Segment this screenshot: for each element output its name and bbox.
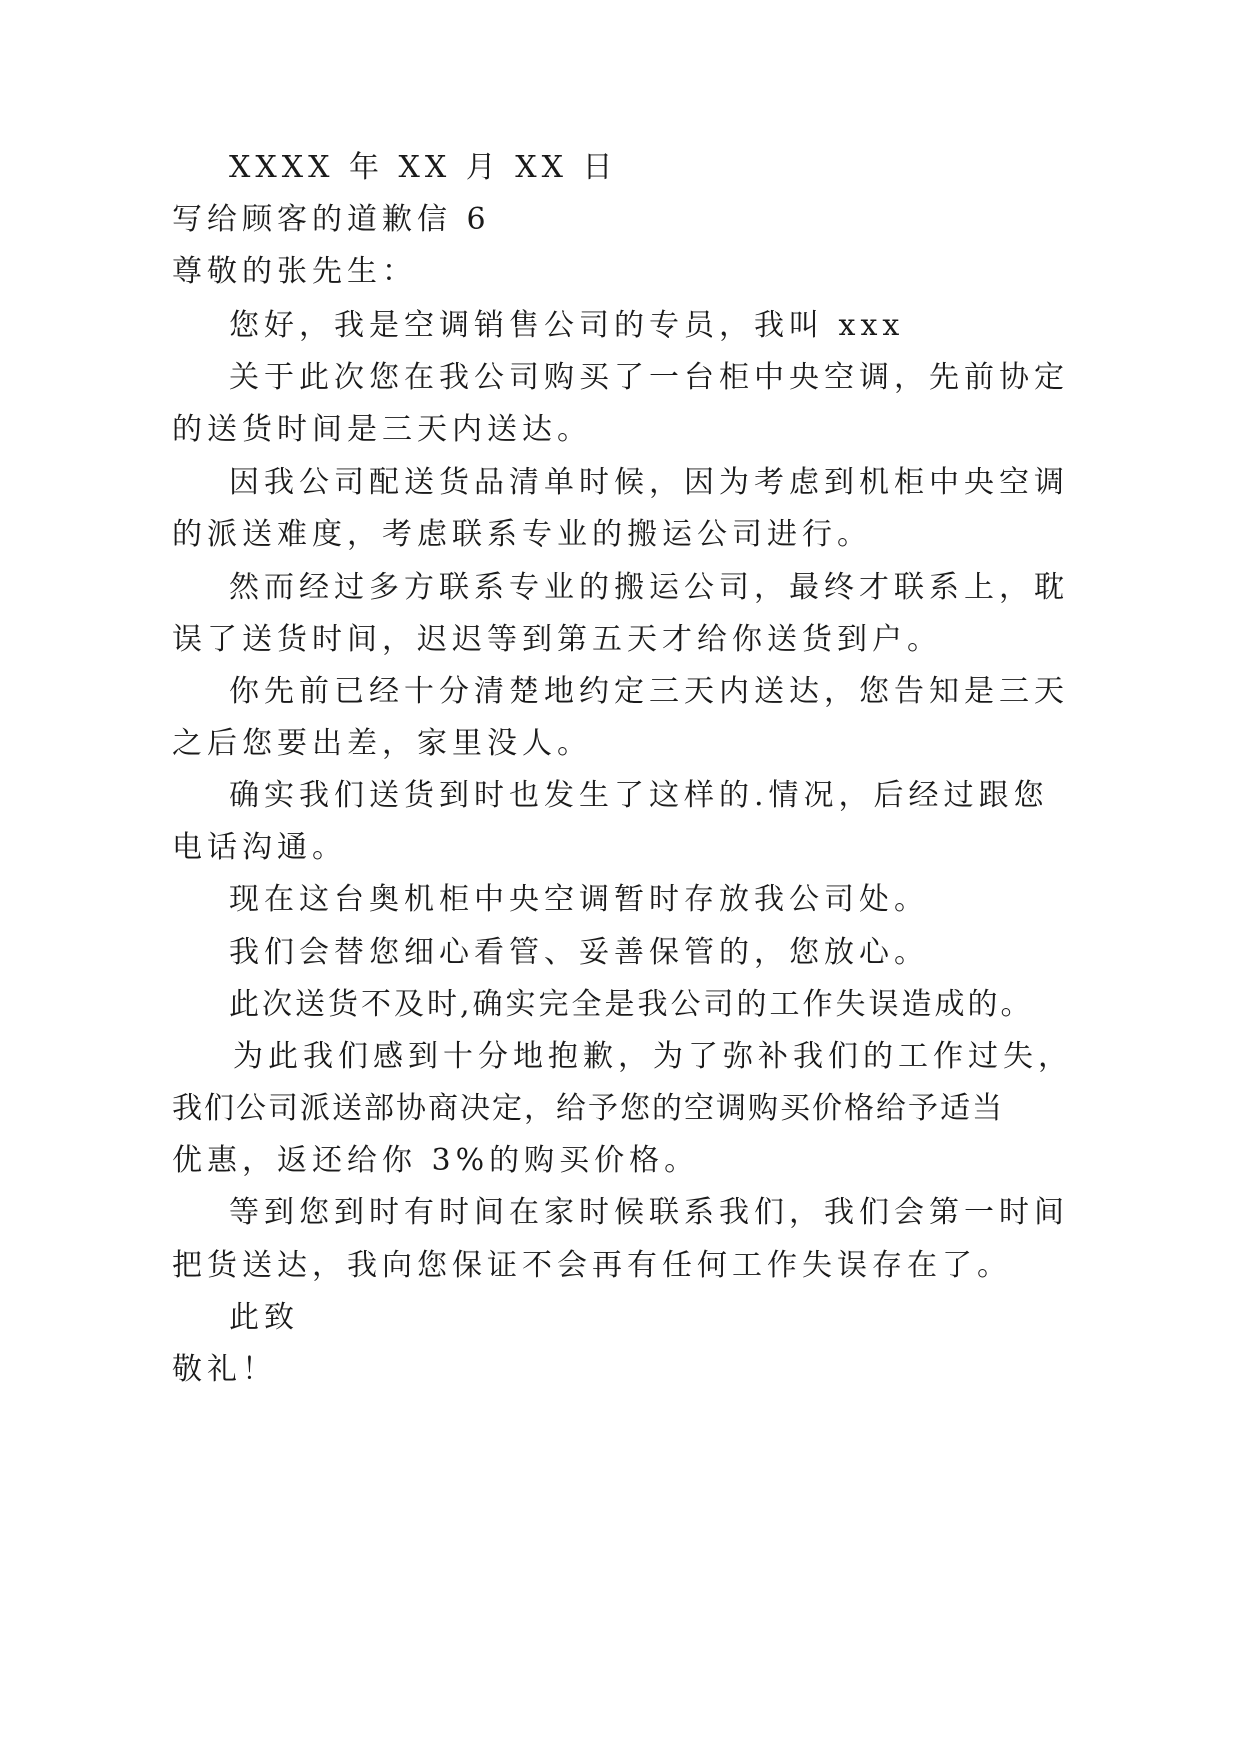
body-line: 把货送达，我向您保证不会再有任何工作失误存在了。 <box>172 1248 1012 1283</box>
letter-date: XXXX 年 XX 月 XX 日 <box>229 150 618 185</box>
letter-title: 写给顾客的道歉信 6 <box>172 202 491 237</box>
letter-salutation: 尊敬的张先生： <box>172 254 417 289</box>
body-line: 你先前已经十分清楚地约定三天内送达，您告知是三天 <box>229 674 1069 709</box>
body-line: 此次送货不及时,确实完全是我公司的工作失误造成的。 <box>229 987 1034 1022</box>
body-line: 的送货时间是三天内送达。 <box>172 412 592 447</box>
letter-regards: 敬礼！ <box>172 1352 277 1387</box>
body-line: 我们会替您细心看管、妥善保管的，您放心。 <box>229 935 929 970</box>
body-line: 等到您到时有时间在家时候联系我们，我们会第一时间 <box>229 1195 1069 1230</box>
body-line: 优惠，返还给你 3%的购买价格。 <box>172 1143 700 1178</box>
body-line: 为此我们感到十分地抱歉，为了弥补我们的工作过失， <box>233 1039 1073 1074</box>
letter-closing: 此致 <box>229 1300 299 1335</box>
body-line: 确实我们送货到时也发生了这样的.情况，后经过跟您 <box>229 778 1049 813</box>
body-line: 的派送难度，考虑联系专业的搬运公司进行。 <box>172 517 872 552</box>
body-line: 关于此次您在我公司购买了一台柜中央空调，先前协定 <box>229 360 1069 395</box>
body-line: 电话沟通。 <box>172 830 347 865</box>
body-line: 误了送货时间，迟迟等到第五天才给你送货到户。 <box>172 622 942 657</box>
body-line: 因我公司配送货品清单时候，因为考虑到机柜中央空调 <box>229 465 1069 500</box>
body-line: 现在这台奥机柜中央空调暂时存放我公司处。 <box>229 882 929 917</box>
body-line: 您好，我是空调销售公司的专员，我叫 xxx <box>229 308 905 343</box>
body-line: 我们公司派送部协商决定，给予您的空调购买价格给予适当 <box>172 1091 1004 1126</box>
body-line: 然而经过多方联系专业的搬运公司，最终才联系上，耽 <box>229 570 1069 605</box>
body-line: 之后您要出差，家里没人。 <box>172 726 592 761</box>
